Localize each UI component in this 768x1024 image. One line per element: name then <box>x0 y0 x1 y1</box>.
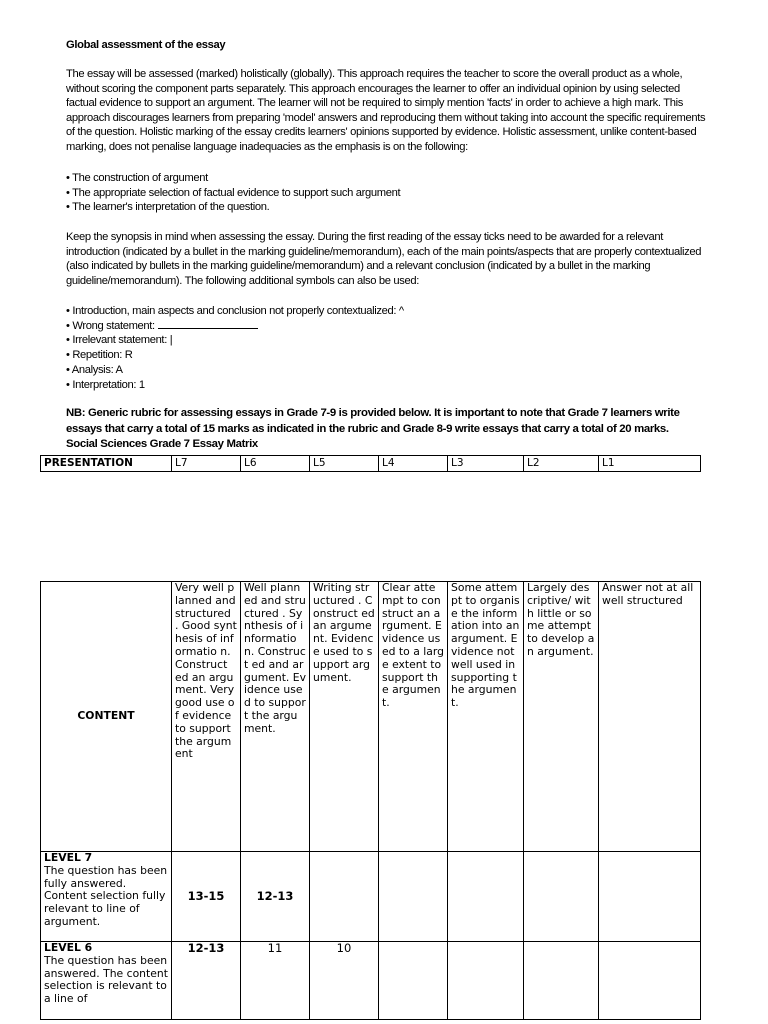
empty-cell <box>524 852 599 942</box>
level-header: L5 <box>310 456 379 472</box>
empty-cell <box>448 942 524 1020</box>
level-header: L6 <box>241 456 310 472</box>
table-row <box>41 456 701 472</box>
descriptor-cell: Well planned and structured . Synthesis of informatio n. Construct ed and argument. Evidence used to support the argument. <box>241 582 310 852</box>
descriptor-cell: Largely descriptive/ with little or some attempt to develop an argument. <box>524 582 599 852</box>
note-block <box>66 406 706 453</box>
presentation-label: PRESENTATION <box>41 456 172 472</box>
page-title: Global assessment of the essay <box>66 39 226 51</box>
level-6-cell <box>41 942 172 1020</box>
descriptor-cell: Very well planned and structured . Good synthesis of informatio n. Construct ed an argument. Very good use of evidence to support the argument <box>172 582 241 852</box>
level-title: LEVEL 7 <box>44 851 93 864</box>
emphasis-list <box>66 171 706 215</box>
level-header: L4 <box>379 456 448 472</box>
symbol-interpretation: • Interpretation: 1 <box>66 378 145 391</box>
empty-cell <box>524 942 599 1020</box>
empty-cell <box>310 852 379 942</box>
level-header: L7 <box>172 456 241 472</box>
list-item: • The construction of argument <box>66 172 208 184</box>
synopsis-paragraph: Keep the synopsis in mind when assessing the essay. During the first reading of the essay ticks need to be awarded for a relevant introduction (indicated by a bullet in the marking guideline/memorandum), each of the main points/aspects that are properly contextualized (also indicated by bullets in the marking guideline/memorandum) and a relevant conclusion (indicated by a bullet in the marking guideline/memorandum). The following additional symbols can also be used: <box>66 231 702 287</box>
symbols-list <box>66 304 706 392</box>
intro-paragraph: The essay will be assessed (marked) holistically (globally). This approach requires the teacher to score the overall product as a whole, without scoring the component parts separately. This approach encourages the learner to offer an individual opinion by using selected factual evidence to support an argument. The learner will not be required to simply mention 'facts' in order to achieve a high mark. This approach discourages learners from preparing 'model' answers and reproducing them without taking into account the specific requirements of the question. Holistic marking of the essay credits learners' opinions supported by evidence. Holistic assessment, unlike content-based marking, does not penalise language inadequacies as the emphasis is on the following: <box>66 68 706 153</box>
descriptor-cell: Writing structured . Construct ed an argument. Evidence used to support argument. <box>310 582 379 852</box>
empty-cell <box>448 852 524 942</box>
descriptor-cell: Some attempt to organise the information into an argument. Evidence not well used in supporting the argument. <box>448 582 524 852</box>
level-header: L2 <box>524 456 599 472</box>
level-title: LEVEL 6 <box>44 941 93 954</box>
symbol-analysis: • Analysis: A <box>66 363 123 376</box>
mark-cell: 12-13 <box>172 942 241 1020</box>
symbol-repetition: • Repetition: R <box>66 349 133 362</box>
table-row <box>41 942 701 1020</box>
level-header: L3 <box>448 456 524 472</box>
symbol-not-contextualized: • Introduction, main aspects and conclusion not properly contextualized: ^ <box>66 305 404 317</box>
descriptor-cell: Clear attempt to construct an argument. Evidence used to a large extent to support the argument. <box>379 582 448 852</box>
list-item: • The learner's interpretation of the question. <box>66 201 270 214</box>
level-header: L1 <box>599 456 701 472</box>
symbol-wrong-statement: • Wrong statement: <box>66 319 706 334</box>
presentation-table <box>40 455 701 472</box>
level-7-cell <box>41 852 172 942</box>
symbol-irrelevant: • Irrelevant statement: | <box>66 334 173 347</box>
note-text: NB: Generic rubric for assessing essays in Grade 7-9 is provided below. It is important to note that Grade 7 learners write essays that carry a total of 15 marks as indicated in the rubric and Grade 8-9 write essays that carry a total of 20 marks. <box>66 407 680 435</box>
list-item: • The appropriate selection of factual evidence to support such argument <box>66 186 401 199</box>
mark-cell: 11 <box>241 942 310 1020</box>
level-description: The question has been fully answered. Content selection fully relevant to line of argument. <box>44 863 168 928</box>
empty-cell <box>599 942 701 1020</box>
empty-cell <box>379 852 448 942</box>
underline-mark <box>158 319 258 329</box>
mark-cell: 12-13 <box>241 852 310 942</box>
level-description: The question has been answered. The content selection is relevant to a line of <box>44 953 168 1006</box>
table-row <box>41 582 701 852</box>
content-table <box>40 581 701 1020</box>
empty-cell <box>599 852 701 942</box>
content-label: CONTENT <box>41 582 172 852</box>
mark-cell: 10 <box>310 942 379 1020</box>
mark-cell: 13-15 <box>172 852 241 942</box>
table-row <box>41 852 701 942</box>
matrix-title: Social Sciences Grade 7 Essay Matrix <box>66 438 258 450</box>
empty-cell <box>379 942 448 1020</box>
descriptor-cell: Answer not at all well structured <box>599 582 701 852</box>
